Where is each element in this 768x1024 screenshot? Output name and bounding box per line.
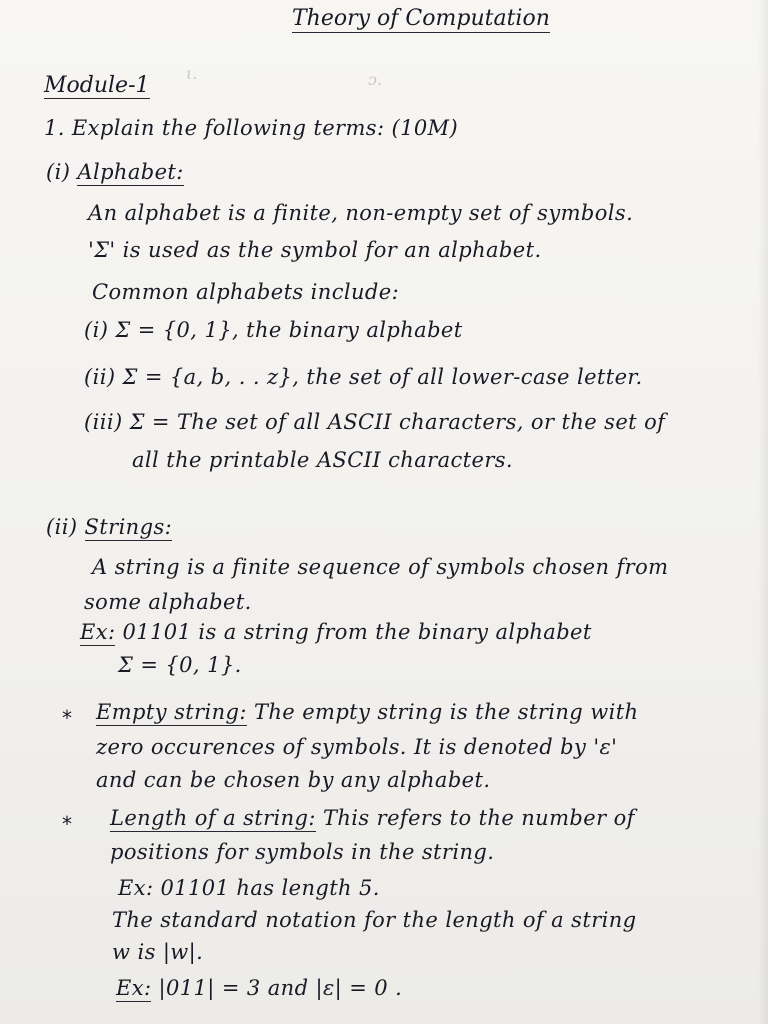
text-line: A string is a finite sequence of symbols chosen from	[92, 555, 669, 579]
definition-line	[110, 806, 635, 830]
text-line: zero occurences of symbols. It is denoted by 'ε'	[96, 735, 618, 759]
definition-text: The empty string is the string with	[246, 700, 639, 724]
text-line: The standard notation for the length of a string	[112, 908, 637, 932]
section-title: Alphabet:	[77, 160, 184, 184]
module-heading: Module-1	[44, 73, 150, 98]
page-title: Theory of Computation	[292, 6, 550, 31]
text-line: w is |w|.	[112, 940, 204, 964]
page-edge-shadow	[758, 0, 768, 1024]
text-line: An alphabet is a finite, non-empty set of symbols.	[88, 201, 634, 225]
text-line: positions for symbols in the string.	[110, 840, 495, 864]
section-heading	[46, 515, 172, 539]
question-line: 1. Explain the following terms: (10M)	[44, 116, 459, 140]
section-heading	[46, 160, 184, 184]
text-line: 'Σ' is used as the symbol for an alphabet.	[88, 238, 542, 262]
example-text: 01101 is a string from the binary alphabet	[115, 620, 592, 644]
math-line: Σ = {0, 1}.	[118, 653, 242, 677]
list-item-continued: all the printable ASCII characters.	[132, 448, 514, 472]
list-item: (i) Σ = {0, 1}, the binary alphabet	[84, 318, 463, 342]
bullet-star: *	[62, 812, 72, 836]
section-number: (i)	[46, 160, 71, 184]
text-line: Common alphabets include:	[92, 280, 400, 304]
section-title: Strings:	[84, 515, 173, 539]
faint-mark: ɔ.	[368, 70, 383, 89]
definition-text: This refers to the number of	[315, 806, 635, 830]
faint-mark: ι.	[186, 64, 198, 83]
definition-term: Length of a string:	[110, 806, 316, 830]
text-line: and can be chosen by any alphabet.	[96, 768, 491, 792]
example-text: |011| = 3 and |ε| = 0 .	[151, 976, 403, 1000]
list-item: (ii) Σ = {a, b, . . z}, the set of all lower-case letter.	[84, 365, 643, 389]
section-number: (ii)	[46, 515, 78, 539]
definition-line	[96, 700, 638, 724]
bullet-star: *	[62, 706, 72, 730]
text-line: some alphabet.	[84, 590, 252, 614]
example-label: Ex:	[116, 976, 152, 1000]
example-line: Ex: 01101 has length 5.	[118, 876, 380, 900]
definition-term: Empty string:	[96, 700, 247, 724]
example-line	[116, 976, 402, 1000]
example-label: Ex:	[80, 620, 116, 644]
list-item: (iii) Σ = The set of all ASCII characters, or the set of	[84, 410, 666, 434]
example-line	[80, 620, 592, 644]
